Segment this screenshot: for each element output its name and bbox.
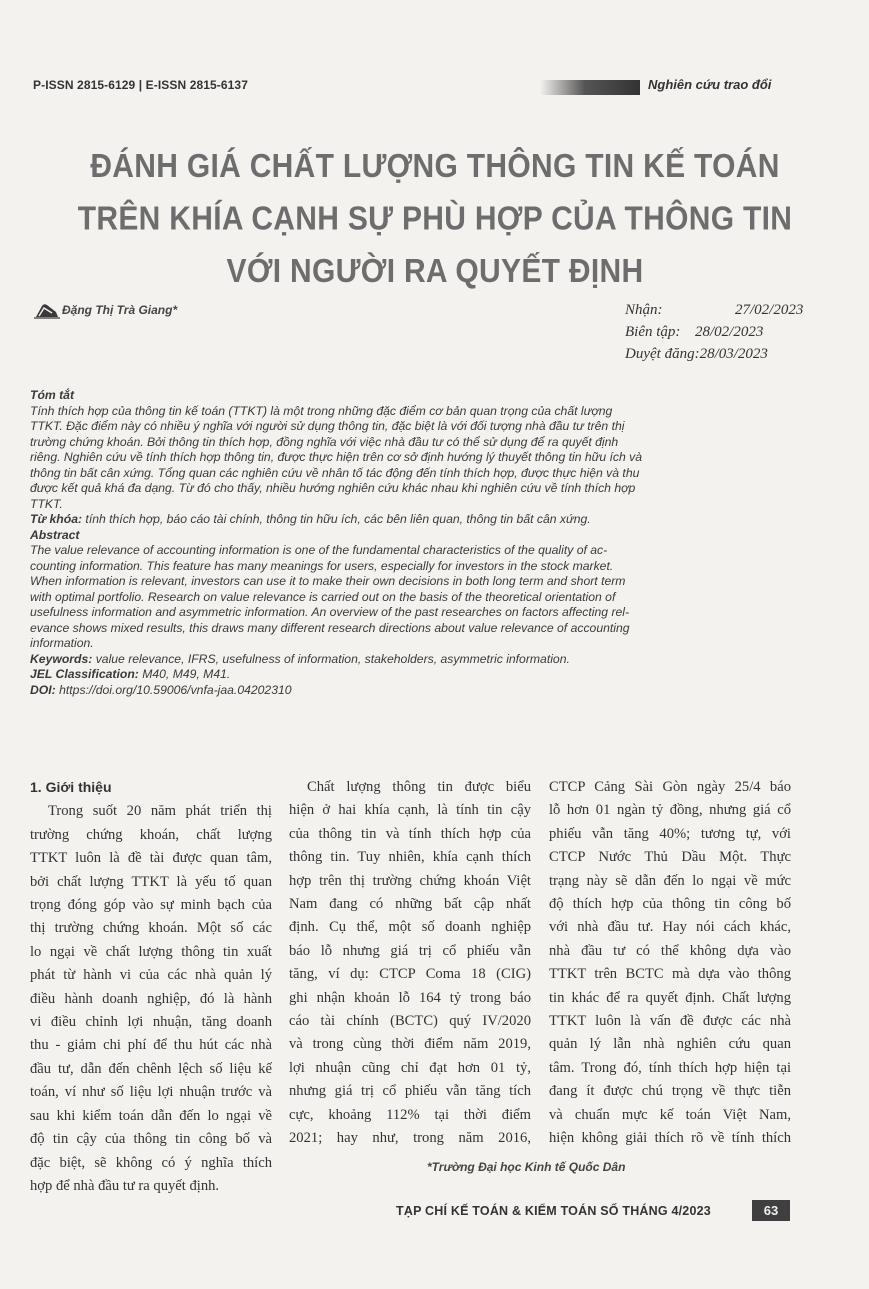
doi: DOI: https://doi.org/10.59006/vnfa-jaa.04202310 bbox=[30, 682, 292, 697]
author-affiliation: *Trường Đại học Kinh tế Quốc Dân bbox=[427, 1160, 626, 1174]
pen-icon bbox=[34, 301, 60, 319]
abstract-en-heading: Abstract bbox=[30, 527, 80, 542]
abstract-en-text: The value relevance of accounting information is one of the fundamental characteristics of the quality of ac- counting information. This feature has many meanings for users, especially for investors in the stock market. When information is relevant, investors can use it to make their own decisions in both long term and short term with optimal portfolio. Research on value relevance is carried out on the basis of the theoretical orientation of usefulness information and asymmetric information. An overview of the past researches on factors affecting rel- evance shows mixed results, this draws many different research directions about value relevance of accounting information. bbox=[30, 543, 630, 650]
date-accepted: Duyệt đăng: 28/03/2023 bbox=[625, 346, 768, 362]
article-title bbox=[40, 140, 830, 298]
body-column-2: Chất lượng thông tin được biểu hiện ở hai khía cạnh, là tính tin cậy của thông tin và tính thích hợp của thông tin. Tuy nhiên, khía cạnh thích hợp trên thị trường chứng khoán Việt Nam đang có những bất cập nhất định. Cụ thể, một số doanh nghiệp báo lỗ nhưng giá trị cổ phiếu vẫn tăng, ví dụ: CTCP Coma 18 (CIG) ghi nhận khoản lỗ 164 tỷ trong báo cáo tài chính (BCTC) quý IV/2020 và trong cùng thời điểm năm 2019, lợi nhuận cũng chỉ đạt hơn 01 tỷ, nhưng giá trị cổ phiếu vẫn tăng tích cực, khoảng 112% tại thời điểm 2021; hay như, trong năm 2016, bbox=[289, 776, 531, 1151]
jel-classification: JEL Classification: M40, M49, M41. bbox=[30, 667, 231, 681]
body-column-3: CTCP Cảng Sài Gòn ngày 25/4 báo lỗ hơn 01 ngàn tỷ đồng, nhưng giá cổ phiếu vẫn tăng 40%; tương tự, với CTCP Nước Thủ Dầu Một. Thực trạng này sẽ dẫn đến lo ngại về mức độ thích hợp của thông tin công bố với nhà đầu tư. Hay nói cách khác, nhà đầu tư có thể không dựa vào TTKT trên BCTC mà dựa vào thông tin khác để ra quyết định. Chất lượng TTKT luôn là vấn đề được các nhà quản lý lẫn nhà nghiên cứu quan tâm. Trong đó, tính thích hợp hiện tại đang ít được chú trọng về thực tiễn và chuẩn mực kế toán Việt Nam, hiện không giải thích rõ về tính thích bbox=[549, 779, 791, 1147]
section-heading: 1. Giới thiệu bbox=[30, 779, 112, 795]
author-row bbox=[34, 300, 177, 320]
date-received: Nhận: 27/02/2023 bbox=[625, 302, 804, 318]
paragraph: Chất lượng thông tin được biểu bbox=[307, 779, 531, 795]
title-line: VỚI NGƯỜI RA QUYẾT ĐỊNH bbox=[226, 253, 644, 291]
abstract-vi-heading: Tóm tắt bbox=[30, 388, 75, 402]
date-edited: Biên tập: 28/02/2023 bbox=[625, 324, 764, 340]
abstract-vi-text: Tính thích hợp của thông tin kế toán (TTKT) là một trong những đặc điểm cơ bản quan trọng của chất lượng TTKT. Đặc điểm này có nhiều ý nghĩa với người sử dụng thông tin, đặc biệt là với đối tượng nhà đầu tư trên thị trường chứng khoán. Bởi thông tin thích hợp, đồng nghĩa với việc nhà đầu tư có thể sử dụng để ra quyết định riêng. Nghiên cứu về tính thích hợp thông tin, được thực hiện trên cơ sở định hướng lý thuyết thông tin hữu ích và thông tin bất cân xứng. Tổng quan các nghiên cứu về nhân tố tác động đến tính thích hợp, được thực hiện và thu được kết quả khá đa dạng. Từ đó cho thấy, nhiều hướng nghiên cứu khác nhau khi nghiên cứu về tính thích hợp TTKT. bbox=[30, 403, 643, 511]
header-bar bbox=[540, 80, 640, 95]
title-line: TRÊN KHÍA CẠNH SỰ PHÙ HỢP CỦA THÔNG TIN bbox=[77, 200, 793, 238]
doi-link[interactable]: https://doi.org/10.59006/vnfa-jaa.04202310 bbox=[55, 682, 292, 697]
title-line: ĐÁNH GIÁ CHẤT LƯỢNG THÔNG TIN KẾ TOÁN bbox=[90, 147, 780, 185]
paragraph: Trong suốt 20 năm phát triển thị bbox=[48, 803, 272, 820]
section-label: Nghiên cứu trao đổi bbox=[648, 77, 772, 92]
dates-block bbox=[625, 302, 803, 368]
keywords-en: Keywords: value relevance, IFRS, usefulness of information, stakeholders, asymmetric information. bbox=[30, 651, 570, 666]
keywords-vi: Từ khóa: tính thích hợp, báo cáo tài chính, thông tin hữu ích, các bên liên quan, thông tin bất cân xứng. bbox=[30, 512, 591, 526]
body-column-1: 1. Giới thiệu Trong suốt 20 năm phát triển thị trường chứng khoán, chất lượng TTKT luôn là đề tài được quan tâm, bởi chất lượng TTKT là yếu tố quan trọng đóng góp vào sự minh bạch của thị trường chứng khoán. Một số các lo ngại về chất lượng thông tin xuất phát từ hành vi của các nhà quản lý điều hành doanh nghiệp, đó là hành vi điều chỉnh lợi nhuận, tăng doanh thu - giảm chi phí để thu hút các nhà đầu tư, dẫn đến chênh lệch số liệu kế toán, ví như số liệu lợi nhuận trước và sau khi kiểm toán dẫn đến lo ngại về độ tin cậy của thông tin công bố và đặc biệt, sẽ không có ý nghĩa thích hợp để nhà đầu tư ra quyết định. bbox=[30, 776, 272, 1198]
page-number: 63 bbox=[752, 1200, 790, 1221]
journal-footer: TẠP CHÍ KẾ TOÁN & KIỂM TOÁN SỐ THÁNG 4/2023 bbox=[396, 1204, 711, 1218]
author-name: Đặng Thị Trà Giang* bbox=[62, 303, 178, 317]
issn-label: P-ISSN 2815-6129 | E-ISSN 2815-6137 bbox=[33, 78, 248, 92]
abstract-block bbox=[30, 388, 792, 698]
